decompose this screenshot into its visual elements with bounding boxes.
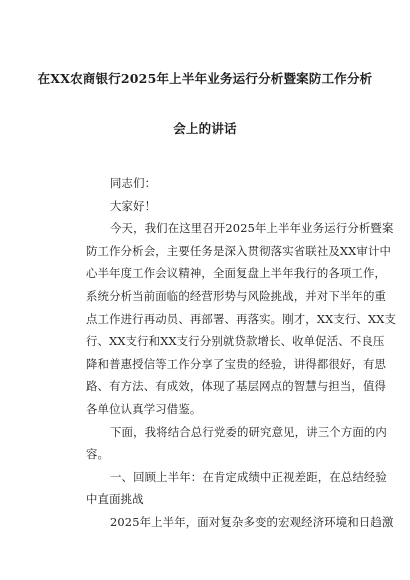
paragraph-1-line-3: 心半年度工作会议精神，全面复盘上半年我行的各项工作， xyxy=(86,266,387,281)
paragraph-1-line-6: 行、XX支行和XX支行分别就贷款增长、收单促活、不良压 xyxy=(86,334,385,349)
paragraph-2-line-2: 容。 xyxy=(86,447,110,462)
paragraph-1-line-9: 各单位认真学习借鉴。 xyxy=(86,401,202,416)
paragraph-1-line-4: 系统分析当前面临的经营形势与风险挑战，并对下半年的重 xyxy=(86,288,387,303)
paragraph-1-line-7: 降和普惠授信等工作分享了宝贵的经验，讲得都很好，有思 xyxy=(86,356,387,371)
salutation: 同志们： xyxy=(110,176,157,190)
document-title-line-1: 在XX农商银行2025年上半年业务运行分析暨案防工作分析 xyxy=(37,71,373,86)
paragraph-1-line-2: 防工作分析会，主要任务是深入贯彻落实省联社及XX审计中 xyxy=(86,243,392,258)
section-heading-line-2: 中直面挑战 xyxy=(86,492,144,507)
paragraph-1-line-8: 路、有方法、有成效，体现了基层网点的智慧与担当，值得 xyxy=(86,379,387,394)
paragraph-1-line-1: 今天，我们在这里召开2025年上半年业务运行分析暨案 xyxy=(110,221,394,236)
paragraph-1-line-5: 点工作进行再动员、再部署、再落实。刚才，XX支行、XX支 xyxy=(86,311,397,326)
section-heading-line-1: 一、回顾上半年：在肯定成绩中正视差距，在总结经验 xyxy=(110,469,387,484)
document-title-line-2: 会上的讲话 xyxy=(173,121,237,136)
document-body xyxy=(86,172,397,534)
paragraph-3-line-1: 2025年上半年，面对复杂多变的宏观经济环境和日趋激 xyxy=(110,514,394,529)
paragraph-2-line-1: 下面，我将结合总行党委的研究意见，讲三个方面的内 xyxy=(110,424,387,439)
greeting: 大家好！ xyxy=(110,198,157,213)
